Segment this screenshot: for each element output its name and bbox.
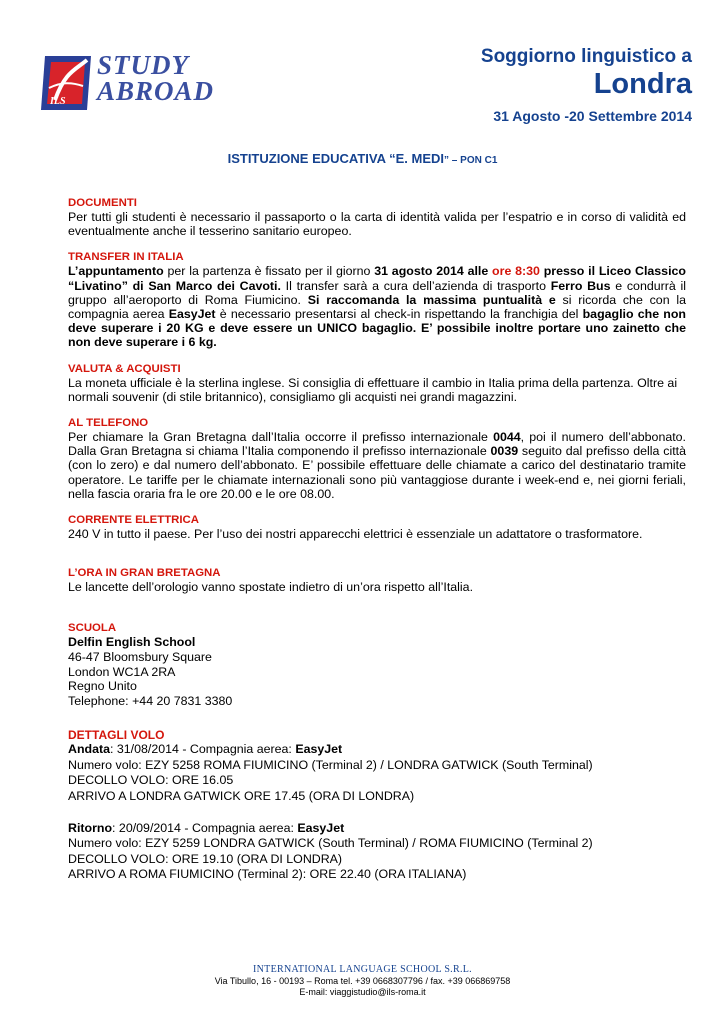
school-name: Delfin English School bbox=[68, 635, 196, 650]
section-text bbox=[68, 264, 686, 349]
section-text: La moneta ufficiale è la sterlina inglese. Si consiglia di effettuare il cambio in Italia prima della partenza. Oltre ai normali souvenir (di stile britannico), consigliamo gli acquisti nei grandi magazzini. bbox=[68, 375, 678, 404]
footer-org: INTERNATIONAL LANGUAGE SCHOOL S.R.L. bbox=[253, 964, 472, 975]
section-text: 240 V in tutto il paese. Per l’uso dei nostri apparecchi elettrici è essenziale un adattatore o trasformatore. bbox=[68, 527, 643, 542]
text-bold: EasyJet bbox=[297, 821, 345, 836]
header-subtitle: Soggiorno linguistico a bbox=[480, 46, 692, 67]
flight-line: DECOLLO VOLO: ORE 16.05 bbox=[68, 773, 234, 788]
section-text: Per tutti gli studenti è necessario il passaporto o la carta di identità valida per l’espatrio e in corso di validità ed eventualmente anche il tesserino sanitario europeo. bbox=[68, 210, 686, 239]
section-scuola bbox=[68, 621, 686, 708]
logo-text bbox=[97, 52, 214, 104]
section-ora bbox=[68, 566, 686, 594]
header bbox=[481, 46, 692, 126]
section-title: CORRENTE ELETTRICA bbox=[68, 514, 199, 527]
section-text bbox=[68, 430, 686, 501]
section-telefono bbox=[68, 416, 686, 501]
text-bold: bagaglio che non deve superare i 20 KG e deve essere un UNICO bagaglio. E’ possibile inoltre portare uno zainetto che non deve superare i 6 kg. bbox=[68, 307, 686, 350]
text-bold: 31 agosto 2014 alle bbox=[374, 264, 493, 279]
text-bold-red: ore 8:30 bbox=[492, 264, 540, 279]
text: , poi il numero dell’abbonato. Dalla Gran Bretagna si chiama l’Italia componendo il prefisso internazionale bbox=[68, 430, 687, 459]
text-bold: presso il Liceo Classico “Livatino” di San Marco dei Cavoti. bbox=[68, 264, 686, 293]
section-volo bbox=[68, 728, 686, 882]
text-bold: Andata bbox=[68, 742, 110, 757]
section-title: DOCUMENTI bbox=[68, 197, 137, 209]
text: Il transfer sarà a cura dell’azienda di trasporto bbox=[280, 278, 551, 293]
flight-line: Numero volo: EZY 5259 LONDRA GATWICK (South Terminal) / ROMA FIUMICINO (Terminal 2) bbox=[68, 836, 593, 851]
section-documenti bbox=[68, 196, 686, 238]
logo-line-2: ABROAD bbox=[97, 76, 215, 106]
logo-mark-icon bbox=[37, 52, 95, 114]
text-bold: EasyJet bbox=[295, 742, 343, 757]
school-phone: Telephone: +44 20 7831 3380 bbox=[68, 693, 233, 708]
footer-address: Via Tibullo, 16 - 00193 – Roma tel. +39 0668307796 / fax. +39 066869758 bbox=[214, 975, 511, 986]
flight-line: ARRIVO A ROMA FIUMICINO (Terminal 2): ORE 22.40 (ORA ITALIANA) bbox=[68, 867, 467, 882]
text-bold: 0044 bbox=[493, 430, 521, 445]
flight-outbound-header bbox=[68, 742, 686, 757]
section-transfer bbox=[68, 250, 686, 349]
text: e condurrà il gruppo all’aeroporto di Roma Fiumicino. bbox=[68, 278, 686, 307]
school-address-line: Regno Unito bbox=[68, 679, 137, 694]
footer-email: E-mail: viaggistudio@ils-roma.it bbox=[299, 987, 426, 997]
text-bold: 0039 bbox=[490, 444, 519, 459]
section-title: AL TELEFONO bbox=[68, 417, 149, 430]
section-title: TRANSFER IN ITALIA bbox=[68, 251, 184, 264]
text: si ricorda che con la compagnia aerea bbox=[68, 292, 686, 322]
institution-main: ISTITUZIONE EDUCATIVA “E. MEDI bbox=[227, 151, 445, 166]
flight-line: DECOLLO VOLO: ORE 19.10 (ORA DI LONDRA) bbox=[68, 851, 343, 866]
flight-line: ARRIVO A LONDRA GATWICK ORE 17.45 (ORA DI LONDRA) bbox=[68, 788, 415, 803]
logo bbox=[37, 52, 237, 114]
text: : 31/08/2014 - Compagnia aerea: bbox=[110, 742, 296, 757]
content bbox=[68, 196, 686, 892]
school-address-line: 46-47 Bloomsbury Square bbox=[68, 650, 212, 665]
text-bold: L’appuntamento bbox=[68, 264, 164, 279]
text: Per chiamare la Gran Bretagna dall’Italia occorre il prefisso internazionale bbox=[68, 430, 494, 445]
text-bold: EasyJet bbox=[168, 307, 216, 322]
section-title: VALUTA & ACQUISTI bbox=[68, 362, 181, 375]
section-title: SCUOLA bbox=[68, 622, 117, 635]
flight-line: Numero volo: EZY 5258 ROMA FIUMICINO (Terminal 2) / LONDRA GATWICK (South Terminal) bbox=[68, 757, 593, 772]
text-bold: Ritorno bbox=[68, 821, 113, 836]
section-valuta bbox=[68, 362, 686, 404]
institution-suffix: ” – PON C1 bbox=[444, 155, 498, 166]
section-title: DETTAGLI VOLO bbox=[68, 728, 165, 743]
header-title: Londra bbox=[593, 68, 692, 100]
logo-mark-text: ILS bbox=[50, 96, 66, 107]
text-bold: Si raccomanda la massima puntualità e bbox=[307, 292, 556, 307]
flight-return-header bbox=[68, 821, 686, 836]
text: : 20/09/2014 - Compagnia aerea: bbox=[112, 821, 298, 836]
text-bold: Ferro Bus bbox=[550, 278, 611, 293]
text: è necessario presentarsi al check-in rispettando la franchigia del bbox=[215, 307, 583, 322]
institution-title bbox=[0, 151, 725, 166]
section-text: Le lancette dell’orologio vanno spostate indietro di un’ora rispetto all’Italia. bbox=[68, 580, 474, 595]
text: seguito dal prefisso della città (con lo zero) e dal numero dell’abbonato. E’ possibile effettuare delle chiamate a carico del destinatario tramite operatore. Le tariffe per le chiamate internazionali sono più vantaggiose durante i week-end e, nei giorni feriali, nella fascia oraria fra le ore 20.00 e le ore 08.00. bbox=[68, 444, 686, 501]
logo-line-1: STUDY bbox=[97, 50, 189, 80]
footer bbox=[0, 964, 725, 999]
school-address-line: London WC1A 2RA bbox=[68, 664, 176, 679]
section-title: L’ORA IN GRAN BRETAGNA bbox=[68, 567, 221, 580]
header-dates: 31 Agosto -20 Settembre 2014 bbox=[493, 108, 692, 124]
text: per la partenza è fissato per il giorno bbox=[163, 264, 375, 279]
section-corrente bbox=[68, 513, 686, 541]
